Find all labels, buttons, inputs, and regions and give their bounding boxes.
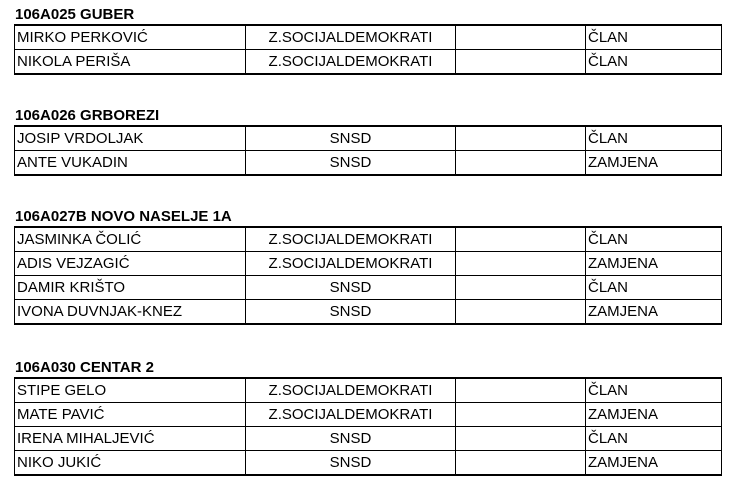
member-party: SNSD [246,427,456,451]
empty-cell [456,126,586,151]
member-role: ČLAN [586,25,722,50]
table-row [15,227,722,252]
member-role: ZAMJENA [586,151,722,176]
table-row [15,126,722,151]
member-role: ČLAN [586,276,722,300]
table-row [15,378,722,403]
roster-table [14,377,722,476]
member-party: SNSD [246,300,456,325]
member-party: Z.SOCIJALDEMOKRATI [246,252,456,276]
member-party: Z.SOCIJALDEMOKRATI [246,378,456,403]
empty-cell [456,403,586,427]
member-party: Z.SOCIJALDEMOKRATI [246,25,456,50]
member-name: MATE PAVIĆ [15,403,246,427]
member-party: SNSD [246,451,456,476]
table-row [15,451,722,476]
empty-cell [456,451,586,476]
member-role: ZAMJENA [586,403,722,427]
member-party: SNSD [246,276,456,300]
table-row [15,300,722,325]
empty-cell [456,427,586,451]
member-name: IVONA DUVNJAK-KNEZ [15,300,246,325]
member-name: IRENA MIHALJEVIĆ [15,427,246,451]
member-name: ANTE VUKADIN [15,151,246,176]
section-title: 106A030 CENTAR 2 [15,359,154,376]
empty-cell [456,252,586,276]
member-party: Z.SOCIJALDEMOKRATI [246,227,456,252]
member-role: ZAMJENA [586,451,722,476]
empty-cell [456,227,586,252]
member-name: MIRKO PERKOVIĆ [15,25,246,50]
member-name: ADIS VEJZAGIĆ [15,252,246,276]
member-role: ČLAN [586,50,722,75]
member-party: Z.SOCIJALDEMOKRATI [246,50,456,75]
member-role: ČLAN [586,227,722,252]
table-row [15,252,722,276]
member-party: SNSD [246,151,456,176]
member-role: ZAMJENA [586,300,722,325]
table-row [15,50,722,75]
empty-cell [456,300,586,325]
table-row [15,276,722,300]
section-106a030 [14,359,722,476]
member-name: JASMINKA ČOLIĆ [15,227,246,252]
roster-table [14,226,722,325]
member-name: DAMIR KRIŠTO [15,276,246,300]
roster-table [14,24,722,75]
empty-cell [456,25,586,50]
member-party: Z.SOCIJALDEMOKRATI [246,403,456,427]
empty-cell [456,276,586,300]
member-name: STIPE GELO [15,378,246,403]
section-title: 106A027B NOVO NASELJE 1A [15,208,232,225]
member-role: ČLAN [586,126,722,151]
table-row [15,427,722,451]
section-106a026 [14,107,722,176]
member-name: NIKO JUKIĆ [15,451,246,476]
empty-cell [456,151,586,176]
member-role: ZAMJENA [586,252,722,276]
empty-cell [456,378,586,403]
member-name: JOSIP VRDOLJAK [15,126,246,151]
roster-table [14,125,722,176]
section-title: 106A025 GUBER [15,6,135,23]
member-role: ČLAN [586,427,722,451]
section-title: 106A026 GRBOREZI [15,107,160,124]
member-name: NIKOLA PERIŠA [15,50,246,75]
empty-cell [456,50,586,75]
member-party: SNSD [246,126,456,151]
table-row [15,403,722,427]
section-106a027b [14,208,722,325]
member-role: ČLAN [586,378,722,403]
table-row [15,25,722,50]
section-106a025 [14,6,722,75]
table-row [15,151,722,176]
